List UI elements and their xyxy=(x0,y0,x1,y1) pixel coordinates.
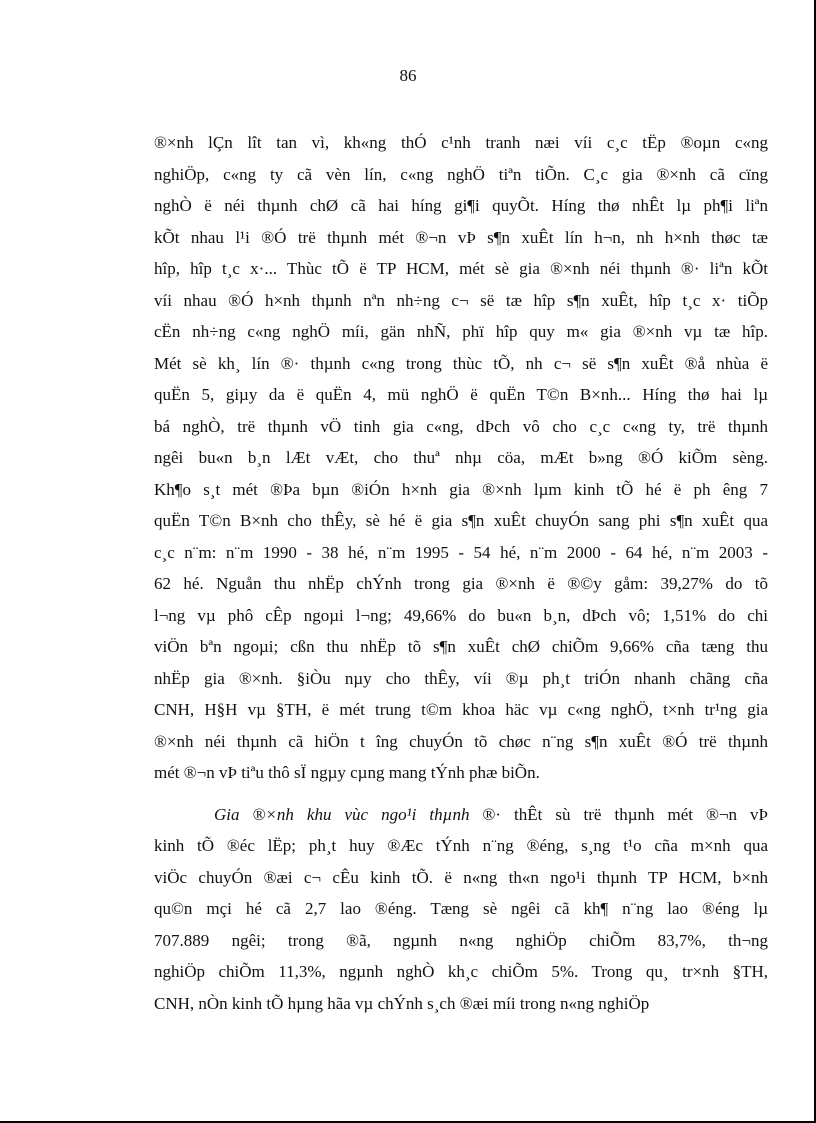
page-number: 86 xyxy=(399,66,417,85)
italic-lead-phrase: Gia ®×nh khu vùc ngo¹i thµnh xyxy=(214,804,470,824)
paragraph-line: CNH, nÒn kinh tÕ hµng hãa vµ chÝnh s¸ch ®æi míi trong n«ng nghiÖp xyxy=(154,993,650,1013)
paragraph-line: hîp, hîp t¸c x·... Thùc tÕ ë TP HCM, mét sè gia ®×nh néi thµnh ®· liªn kÕt xyxy=(154,259,768,278)
paragraph-1 xyxy=(154,127,768,789)
paragraph-line: ®×nh lÇn lît tan vì, kh«ng thÓ c¹nh tranh næi víi c¸c tËp ®oµn c«ng xyxy=(154,133,768,152)
paragraph-2 xyxy=(154,799,768,1020)
paragraph-line: c¸c n¨m: n¨m 1990 - 38 hé, n¨m 1995 - 54 hé, n¨m 2000 - 64 hé, n¨m 2003 - xyxy=(154,542,768,562)
paragraph-line xyxy=(154,799,768,831)
paragraph-line: cËn nh÷ng c«ng nghÖ míi, gän nhÑ, phï hîp quy m« gia ®×nh vµ tæ hîp. xyxy=(154,322,768,341)
paragraph-line: 707.889 ngêi; trong ®ã, ngµnh n«ng nghiÖp chiÕm 83,7%, th¬ng xyxy=(154,930,768,950)
paragraph-line: nhËp gia ®×nh. §iÒu nµy cho thÊy, víi ®µ ph¸t triÓn nhanh chãng cña xyxy=(154,668,768,688)
paragraph-line: ®×nh néi thµnh cã hiÖn t îng chuyÓn tõ chøc n¨ng s¶n xuÊt ®Ó trë thµnh xyxy=(154,731,768,751)
paragraph-line: kÕt nhau l¹i ®Ó trë thµnh mét ®¬n vÞ s¶n xuÊt lín h¬n, nh h×nh thøc tæ xyxy=(154,227,768,247)
paragraph-line: viÖn bªn ngoµi; cßn thu nhËp tõ s¶n xuÊt chØ chiÕm 9,66% cña tæng thu xyxy=(154,637,768,656)
paragraph-line: nghiÖp chiÕm 11,3%, ngµnh nghÒ kh¸c chiÕm 5%. Trong qu¸ tr×nh §TH, xyxy=(154,962,768,981)
paragraph-line: víi nhau ®Ó h×nh thµnh nªn nh÷ng c¬ së tæ hîp s¶n xuÊt, hîp t¸c x· tiÕp xyxy=(154,290,768,310)
paragraph-line: bá nghÒ, trë thµnh vÖ tinh gia c«ng, dÞch vô cho c¸c c«ng ty, trë thµnh xyxy=(154,416,768,436)
paragraph-line: mét ®¬n vÞ tiªu thô sÏ ngµy cµng mang tÝnh phæ biÕn. xyxy=(154,763,540,782)
document-body xyxy=(154,127,768,1019)
paragraph-line: nghiÖp, c«ng ty cã vèn lín, c«ng nghÖ tiªn tiÕn. C¸c gia ®×nh cã cïng xyxy=(154,164,768,184)
paragraph-line: viÖc chuyÓn ®æi c¬ cÊu kinh tÕ. ë n«ng th«n ngo¹i thµnh TP HCM, b×nh xyxy=(154,867,768,887)
paragraph-line: nghÒ ë néi thµnh chØ cã hai híng gi¶i quyÕt. Híng thø nhÊt lµ ph¶i liªn xyxy=(154,196,768,215)
paragraph-line: l¬ng vµ phô cÊp ngoµi l¬ng; 49,66% do bu«n b¸n, dÞch vô; 1,51% do chi xyxy=(154,605,768,625)
paragraph-line: quËn T©n B×nh cho thÊy, sè hé ë gia s¶n xuÊt chuyÓn sang phi s¶n xuÊt qua xyxy=(154,511,768,530)
paragraph-line: quËn 5, giµy da ë quËn 4, mü nghÖ ë quËn T©n B×nh... Híng thø hai lµ xyxy=(154,385,768,404)
paragraph-line: Mét sè kh¸ lín ®· thµnh c«ng trong thùc tÕ, nh c¬ së s¶n xuÊt ®å nhùa ë xyxy=(154,353,768,373)
paragraph-line: qu©n mçi hé cã 2,7 lao ®éng. Tæng sè ngêi cã kh¶ n¨ng lao ®éng lµ xyxy=(154,899,768,918)
paragraph-line: Kh¶o s¸t mét ®Þa bµn ®iÓn h×nh gia ®×nh lµm kinh tÕ hé ë ph êng 7 xyxy=(154,479,768,499)
paragraph-line: 62 hé. Nguån thu nhËp chÝnh trong gia ®×nh ë ®©y gåm: 39,27% do tõ xyxy=(154,574,768,593)
paragraph-line: kinh tÕ ®éc lËp; ph¸t huy ®Æc tÝnh n¨ng ®éng, s¸ng t¹o cña m×nh qua xyxy=(154,836,768,855)
paragraph-line: ngêi bu«n b¸n lÆt vÆt, cho thuª nhµ cöa, mÆt b»ng ®Ó kiÕm sèng. xyxy=(154,448,768,467)
paragraph-line: CNH, H§H vµ §TH, ë mét trung t©m khoa häc vµ c«ng nghÖ, t×nh tr¹ng gia xyxy=(154,700,768,719)
line-text: ®· thÊt sù trë thµnh mét ®¬n vÞ xyxy=(482,804,768,824)
